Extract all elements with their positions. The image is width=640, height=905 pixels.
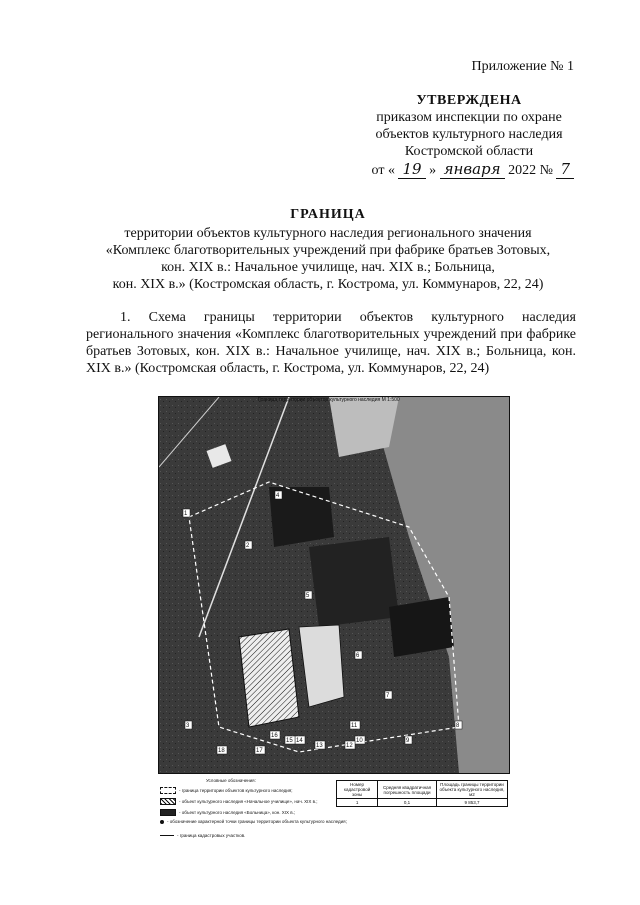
map-legend xyxy=(158,778,508,844)
approved-line-2: объектов культурного наследия xyxy=(375,127,563,142)
legend-row-cadastral xyxy=(160,833,245,838)
boundary-point-label: 7 xyxy=(386,693,390,699)
date-mid: » xyxy=(429,163,437,178)
area-table-header: Номер кадастровой зоны xyxy=(337,781,378,799)
line-swatch-icon xyxy=(160,835,174,836)
boundary-point-label: 8 xyxy=(456,723,460,729)
boundary-point-label: 17 xyxy=(256,748,263,754)
boundary-map xyxy=(158,396,510,774)
heritage-object-school xyxy=(239,629,299,727)
date-month: января xyxy=(440,160,505,179)
date-prefix: от « xyxy=(371,163,395,178)
order-number: 7 xyxy=(556,160,574,179)
area-table-cell: 1 xyxy=(337,799,378,807)
boundary-point-label: 13 xyxy=(316,743,323,749)
hatch-swatch-icon xyxy=(160,798,176,805)
dark-swatch-icon xyxy=(160,809,176,816)
legend-item-1: - граница территории объектов культурного наследия; xyxy=(179,788,293,793)
title-line-3: кон. XIX в.: Начальное училище, нач. XIX в.; Больница, xyxy=(161,260,495,275)
building-dark-3 xyxy=(389,597,454,657)
boundary-point-label: 3 xyxy=(186,723,190,729)
appendix-label: Приложение № 1 xyxy=(471,59,574,74)
boundary-point-label: 5 xyxy=(306,593,310,599)
order-date-line xyxy=(372,160,574,179)
legend-title: Условные обозначения: xyxy=(206,778,256,783)
boundary-point-label: 6 xyxy=(356,653,360,659)
title-line-4: кон. XIX в.» (Костромская область, г. Кострома, ул. Коммунаров, 22, 24) xyxy=(112,277,544,292)
approval-block xyxy=(364,92,574,160)
legend-item-2: - объект культурного наследия «Начальное училище», нач. XIX в.; xyxy=(179,799,318,804)
document-title xyxy=(80,206,576,293)
approved-line-3: Костромской области xyxy=(404,144,534,159)
date-year: 2022 № xyxy=(508,163,553,178)
boundary-point-label: 15 xyxy=(286,738,293,744)
boundary-point-label: 1 xyxy=(184,511,188,517)
area-table-cell: 9 853,7 xyxy=(436,799,507,807)
title-main: ГРАНИЦА xyxy=(290,207,366,222)
map-svg xyxy=(159,397,509,773)
area-table-cell: 0,1 xyxy=(378,799,437,807)
date-day: 19 xyxy=(398,160,425,179)
boundary-point-label: 11 xyxy=(351,723,358,729)
legend-row-school xyxy=(160,798,318,805)
scheme-paragraph: 1. Схема границы территории объектов культурного наследия регионального значения «Комплекс благотворительных учреждений при фабрике братьев Зотовых, кон. XIX в.: Начальное училище, нач. XIX в.; Больница, кон. XIX в.» (Костромская область, г. Кострома, ул. Коммунаров, 22, 24) xyxy=(86,310,576,376)
boundary-point-label: 2 xyxy=(246,543,250,549)
legend-item-3: - объект культурного наследия «Больница», кон. XIX в.; xyxy=(179,810,296,815)
approved-title: УТВЕРЖДЕНА xyxy=(416,93,522,108)
area-table-header: Площадь границы территории объекта культурного наследия, м2 xyxy=(436,781,507,799)
approved-line-1: приказом инспекции по охране xyxy=(376,110,562,125)
boundary-point-label: 18 xyxy=(218,748,225,754)
legend-row-point xyxy=(160,819,347,824)
title-line-2: «Комплекс благотворительных учреждений при фабрике братьев Зотовых, xyxy=(105,243,551,258)
legend-item-5: - граница кадастровых участков. xyxy=(177,833,246,838)
map-header: Граница территории объектов культурного наследия М 1:500 xyxy=(258,397,400,403)
boundary-point-label: 4 xyxy=(276,493,280,499)
area-table xyxy=(336,780,508,807)
boundary-point-label: 10 xyxy=(356,738,363,744)
boundary-point-label: 14 xyxy=(296,738,303,744)
boundary-point-label: 9 xyxy=(406,738,410,744)
boundary-point-label: 16 xyxy=(271,733,278,739)
title-line-1: территории объектов культурного наследия регионального значения xyxy=(124,226,532,241)
area-table-header: Средняя квадратичная погрешность площади xyxy=(378,781,437,799)
legend-item-4: - обозначение характерной точки границы территории объекта культурного наследия; xyxy=(167,819,347,824)
boundary-point-label: 12 xyxy=(346,743,353,749)
legend-row-boundary xyxy=(160,787,292,794)
boundary-swatch-icon xyxy=(160,787,176,794)
point-dot-icon xyxy=(160,820,164,824)
building-dark-2 xyxy=(309,537,399,627)
legend-row-hospital xyxy=(160,809,295,816)
